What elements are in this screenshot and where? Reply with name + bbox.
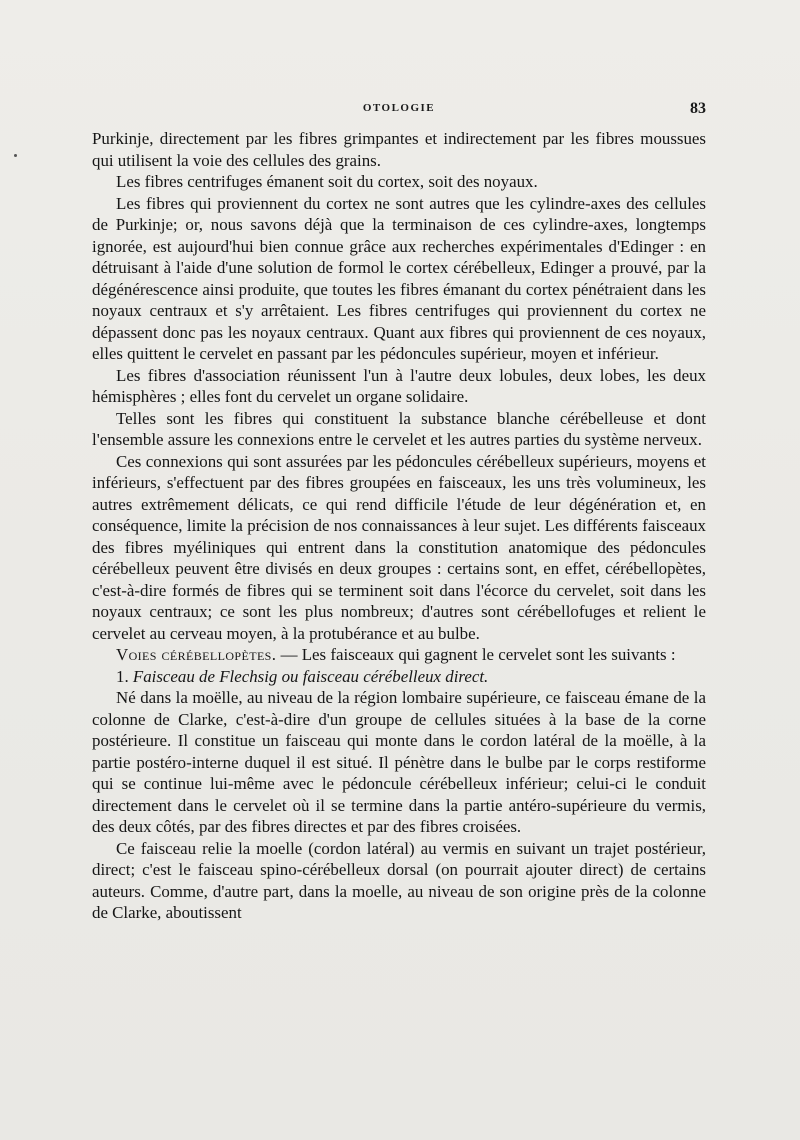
page-body: [92, 128, 706, 924]
page-number: 83: [690, 100, 706, 117]
item-number: 1.: [116, 666, 133, 686]
paragraph: Les fibres centrifuges émanent soit du cortex, soit des noyaux.: [116, 172, 538, 191]
paragraph: Les fibres qui proviennent du cortex ne sont autres que les cylindre-axes des cellules de Purkinje; or, nous savons déjà que la terminaison de ces cylindre-axes, longtemps ignorée, est aujourd'hui bien connue grâce aux recherches expérimentales d'Edinger : en détruisant à l'aide d'une solution de formol le cortex cérébelleux, Edinger a prouvé, par la dégénérescence ainsi produite, que toutes les fibres émanant du cortex pénétraient dans les noyaux centraux et s'y arrêtaient. Les fibres centrifuges qui proviennent du cortex ne dépassent donc pas les noyaux centraux. Quant aux fibres qui proviennent de ces noyaux, elles quittent le cervelet en passant par les pédoncules supérieur, moyen et inférieur.: [92, 193, 706, 363]
paragraph: Les fibres d'association réunissent l'un à l'autre deux lobules, deux lobes, les deux hémisphères ; elles font du cervelet un organe solidaire.: [92, 365, 706, 406]
paragraph: Ces connexions qui sont assurées par les pédoncules cérébelleux supérieurs, moyens et inférieurs, s'effectuent par des fibres groupées en faisceaux, les uns très volumineux, les autres extrêmement délicats, ce qui rend difficile l'étude de leur dégénération et, en conséquence, limite la précision de nos connaissances à leur sujet. Les différents faisceaux des fibres myéliniques qui entrent dans la constitution anatomique des pédoncules cérébelleux peuvent être divisés en deux groupes : certains sont, en effet, cérébellopètes, c'est-à-dire formés de fibres qui se terminent soit dans l'écorce du cervelet, soit dans les noyaux centraux; ce sont les plus nombreux; d'autres sont cérébellofuges et relient le cervelet au cerveau moyen, à la protubérance et au bulbe.: [92, 451, 706, 643]
paragraph: Telles sont les fibres qui constituent la substance blanche cérébelleuse et dont l'ensemble assure les connexions entre le cervelet et les autres parties du système nerveux.: [92, 408, 706, 449]
margin-mark: [14, 154, 17, 157]
page-header: [92, 100, 706, 122]
running-head: OTOLOGIE: [362, 102, 436, 114]
section-paragraph: [92, 644, 706, 666]
paragraph: Purkinje, directement par les fibres grimpantes et indirectement par les fibres moussues qui utilisent la voie des cellules des grains.: [92, 129, 706, 170]
section-text: — Les faisceaux qui gagnent le cervelet sont les suivants :: [276, 645, 676, 664]
item-title: Faisceau de Flechsig ou faisceau cérébelleux direct.: [132, 666, 489, 686]
section-heading: Voies cérébellopètes.: [116, 645, 277, 664]
item-heading: [92, 666, 706, 688]
paragraph: Né dans la moëlle, au niveau de la région lombaire supérieure, ce faisceau émane de la colonne de Clarke, c'est-à-dire d'un groupe de cellules situées à la base de la corne postérieure. Il constitue un faisceau qui monte dans le cordon latéral de la moëlle, à la partie postéro-interne duquel il est situé. Il pénètre dans le bulbe par le corps restiforme qui se continue lui-même avec le pédoncule cérébelleux inférieur; celui-ci le conduit directement dans le cervelet où il se termine dans la partie antéro-supérieure du vermis, des deux côtés, par des fibres directes et par des fibres croisées.: [92, 688, 706, 836]
paragraph: Ce faisceau relie la moelle (cordon latéral) au vermis en suivant un trajet postérieur, direct; c'est le faisceau spino-cérébelleux dorsal (on pourrait ajouter direct) de certains auteurs. Comme, d'autre part, dans la moelle, au niveau de son origine près de la colonne de Clarke, aboutissent: [92, 838, 706, 922]
